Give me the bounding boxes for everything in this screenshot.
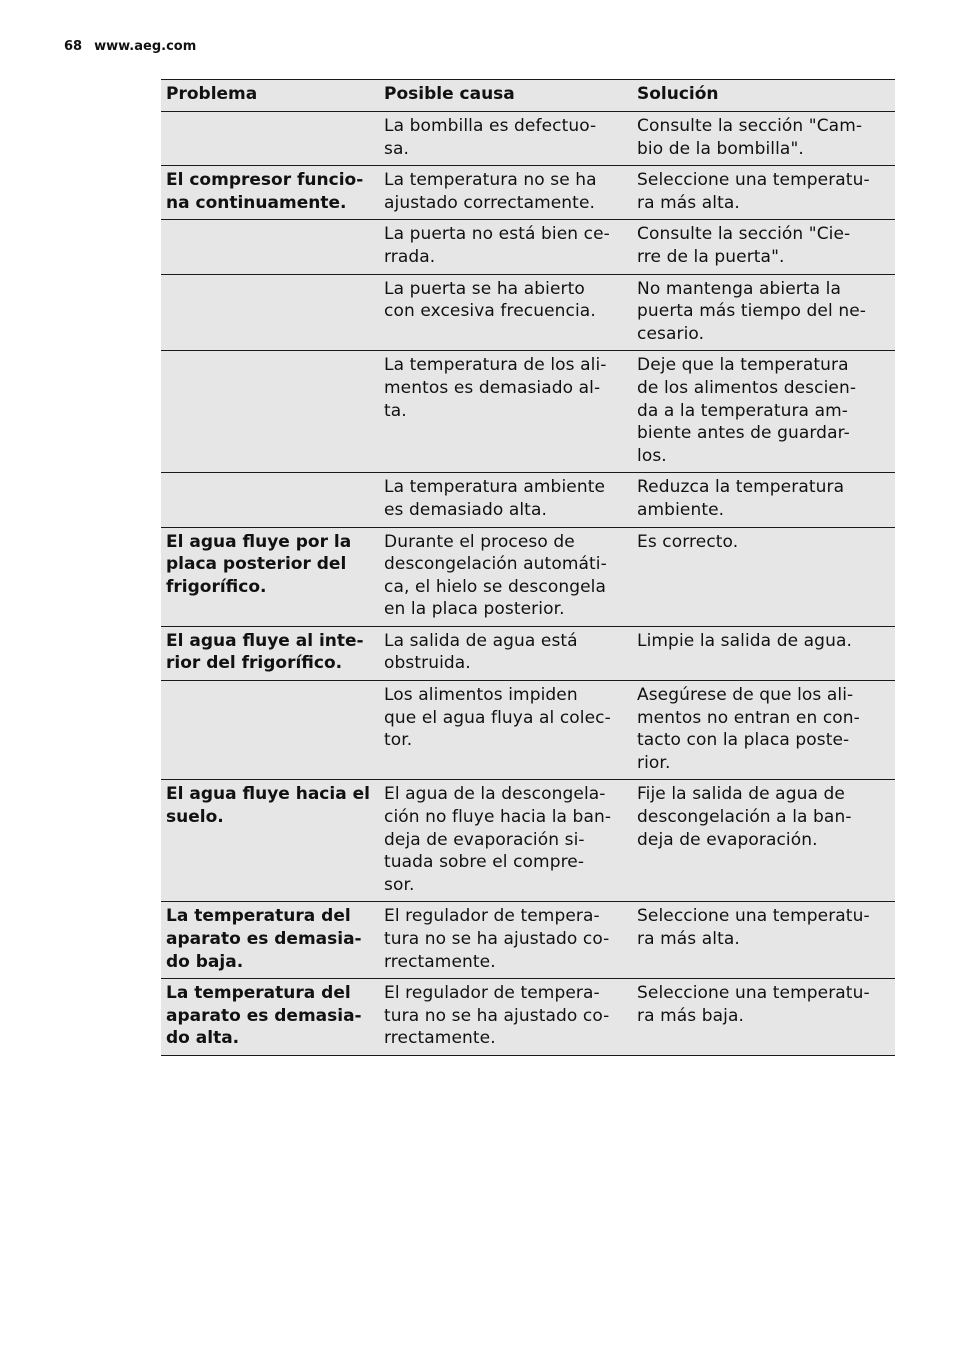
column-header-cause: Posible causa	[379, 80, 632, 112]
cell-solution: Consulte la sección "Cam- bio de la bombilla".	[632, 112, 895, 166]
cell-solution: Es correcto.	[632, 527, 895, 626]
table-row	[161, 626, 895, 680]
page-header	[64, 39, 196, 54]
cell-problem: La temperatura del aparato es demasia- do baja.	[161, 902, 379, 979]
cell-cause: La bombilla es defectuo- sa.	[379, 112, 632, 166]
cell-cause: La puerta se ha abierto con excesiva frecuencia.	[379, 274, 632, 351]
cell-solution: Deje que la temperatura de los alimentos descien- da a la temperatura am- biente antes de guardar- los.	[632, 351, 895, 473]
table-row	[161, 166, 895, 220]
cell-solution: Seleccione una temperatu- ra más alta.	[632, 902, 895, 979]
table-row	[161, 780, 895, 902]
table-row	[161, 473, 895, 527]
table-row	[161, 527, 895, 626]
cell-problem: El agua fluye al inte- rior del frigorífico.	[161, 626, 379, 680]
table-row	[161, 351, 895, 473]
cell-problem	[161, 112, 379, 166]
cell-solution: No mantenga abierta la puerta más tiempo del ne- cesario.	[632, 274, 895, 351]
table-row	[161, 274, 895, 351]
cell-cause: La temperatura ambiente es demasiado alta.	[379, 473, 632, 527]
cell-cause: Durante el proceso de descongelación automáti- ca, el hielo se descongela en la placa posterior.	[379, 527, 632, 626]
cell-solution: Reduzca la temperatura ambiente.	[632, 473, 895, 527]
cell-cause: La temperatura no se ha ajustado correctamente.	[379, 166, 632, 220]
cell-cause: La temperatura de los ali- mentos es demasiado al- ta.	[379, 351, 632, 473]
table-row	[161, 681, 895, 780]
cell-problem	[161, 681, 379, 780]
cell-solution: Asegúrese de que los ali- mentos no entran en con- tacto con la placa poste- rior.	[632, 681, 895, 780]
cell-problem: El compresor funcio- na continuamente.	[161, 166, 379, 220]
page-number: 68	[64, 39, 83, 54]
cell-cause: El regulador de tempera- tura no se ha ajustado co- rrectamente.	[379, 979, 632, 1056]
cell-cause: El regulador de tempera- tura no se ha ajustado co- rrectamente.	[379, 902, 632, 979]
table-header-row	[161, 80, 895, 112]
cell-cause: Los alimentos impiden que el agua fluya al colec- tor.	[379, 681, 632, 780]
cell-problem	[161, 473, 379, 527]
cell-problem: El agua fluye hacia el suelo.	[161, 780, 379, 902]
cell-problem: La temperatura del aparato es demasia- do alta.	[161, 979, 379, 1056]
table-row	[161, 902, 895, 979]
cell-problem	[161, 274, 379, 351]
cell-problem	[161, 351, 379, 473]
table-row	[161, 220, 895, 274]
cell-solution: Seleccione una temperatu- ra más baja.	[632, 979, 895, 1056]
cell-cause: El agua de la descongela- ción no fluye hacia la ban- deja de evaporación si- tuada sobre el compre- sor.	[379, 780, 632, 902]
table-row	[161, 979, 895, 1056]
cell-cause: La puerta no está bien ce- rrada.	[379, 220, 632, 274]
cell-solution: Seleccione una temperatu- ra más alta.	[632, 166, 895, 220]
site-url: www.aeg.com	[94, 39, 197, 54]
cell-solution: Consulte la sección "Cie- rre de la puerta".	[632, 220, 895, 274]
table-row	[161, 112, 895, 166]
troubleshooting-table	[161, 79, 895, 1056]
cell-problem: El agua fluye por la placa posterior del frigorífico.	[161, 527, 379, 626]
column-header-problem: Problema	[161, 80, 379, 112]
cell-cause: La salida de agua está obstruida.	[379, 626, 632, 680]
cell-problem	[161, 220, 379, 274]
column-header-solution: Solución	[632, 80, 895, 112]
cell-solution: Fije la salida de agua de descongelación a la ban- deja de evaporación.	[632, 780, 895, 902]
cell-solution: Limpie la salida de agua.	[632, 626, 895, 680]
